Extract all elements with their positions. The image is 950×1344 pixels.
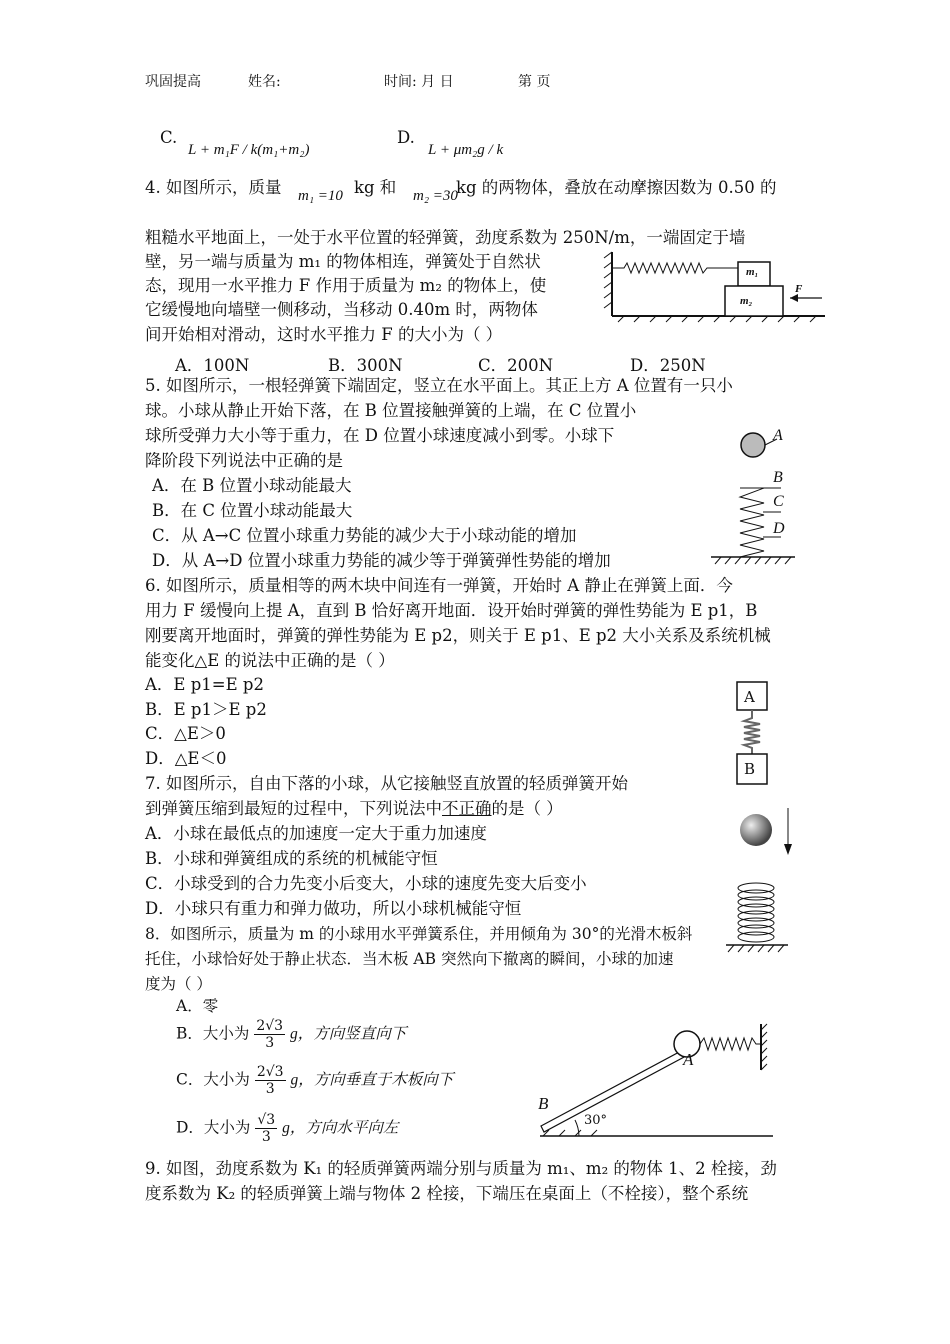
q5-fig-label-c: C: [773, 493, 784, 510]
q6-option-a: A．E p1=E p2: [145, 675, 264, 694]
q4-fig-m2: m₂: [740, 295, 753, 307]
q5-line4: 降阶段下列说法中正确的是: [145, 451, 343, 470]
q8-fig-angle: 30°: [584, 1113, 608, 1128]
q5-fig-label-a: A: [773, 427, 783, 444]
q6-block-a-label: A: [744, 688, 755, 706]
q7-figure: [718, 800, 808, 960]
q6-block-b-label: B: [744, 760, 756, 778]
q8-option-b-fraction: [254, 1018, 285, 1051]
q4-line2: 粗糙水平地面上，一处于水平位置的轻弹簧，劲度系数为 250N/m，一端固定于墙: [145, 228, 746, 247]
q8-option-d-num: √3: [257, 1112, 276, 1128]
prev-option-c-label: C.: [160, 128, 178, 147]
q5-spring: [740, 488, 764, 557]
q8-option-c-num: 2√3: [256, 1064, 284, 1080]
q6-option-c: C．△E＞0: [145, 724, 226, 743]
q8-option-b-suffix: g，方向竖直向下: [290, 1025, 407, 1043]
q8-option-c-suffix: g，方向垂直于木板向下: [290, 1071, 454, 1089]
q5-ball: [741, 433, 765, 457]
q6-line2: 用力 F 缓慢向上提 A，直到 B 恰好离开地面．设开始时弹簧的弹性势能为 E p1，B: [145, 601, 758, 620]
q7-option-c: C．小球受到的合力先变小后变大，小球的速度先变大后变小: [145, 874, 587, 893]
q7-line2-b: 的是（ ）: [491, 799, 563, 818]
prev-option-c-expr: L + m₁F / k(m₁+m₂): [188, 142, 310, 158]
q4-spring: [612, 263, 718, 273]
header-name-label: 姓名:: [248, 74, 281, 90]
q8-option-b: [176, 1018, 406, 1051]
q8-option-d-den: 3: [261, 1129, 271, 1145]
q5-line1: 5. 如图所示，一根轻弹簧下端固定，竖立在水平面上。其正上方 A 位置有一只小: [145, 376, 733, 395]
q8-option-b-den: 3: [265, 1035, 275, 1051]
q8-option-c-prefix: C．大小为: [176, 1070, 250, 1089]
q7-line2-underlined: 不正确: [442, 799, 492, 818]
q8-option-a: A．零: [176, 997, 219, 1015]
q5-option-b: B．在 C 位置小球动能最大: [152, 501, 353, 520]
q4-line6: 间开始相对滑动，这时水平推力 F 的大小为（ ）: [145, 325, 503, 344]
q4-line4: 态，现用一水平推力 F 作用于质量为 m₂ 的物体上，使: [145, 276, 547, 295]
q8-line2: 托住，小球恰好处于静止状态．当木板 AB 突然向下撤离的瞬间，小球的加速: [145, 950, 674, 968]
q7-line2-a: 到弹簧压缩到最短的过程中，下列说法中: [145, 799, 442, 818]
q8-option-d-fraction: [255, 1112, 277, 1145]
q4-fig-m1: m₁: [746, 266, 759, 278]
q7-option-b: B．小球和弹簧组成的系统的机械能守恒: [145, 849, 438, 868]
q7-line2: [145, 797, 563, 821]
q6-line1: 6. 如图所示，质量相等的两木块中间连有一弹簧，开始时 A 静止在弹簧上面．今: [145, 576, 733, 595]
q8-option-b-prefix: B．大小为: [176, 1024, 250, 1043]
prev-option-d-expr: L + μm₂g / k: [428, 142, 504, 158]
q6-line4: 能变化△E 的说法中正确的是（ ）: [145, 651, 395, 670]
q8-line1: 8．如图所示，质量为 m 的小球用水平弹簧系住，并用倾角为 30°的光滑木板斜: [145, 925, 693, 943]
q8-option-b-num: 2√3: [256, 1018, 284, 1034]
q5-fig-label-d: D: [773, 520, 785, 537]
header-page-label: 第 页: [518, 74, 551, 90]
q8-option-d: [176, 1112, 398, 1145]
q4-line1-a: 4. 如图所示，质量: [145, 178, 282, 197]
q8-fig-label-a: A: [683, 1050, 694, 1069]
q8-option-d-prefix: D．大小为: [176, 1118, 251, 1137]
q4-line3: 壁，另一端与质量为 m₁ 的物体相连，弹簧处于自然状: [145, 252, 541, 271]
q5-line3: 球所受弹力大小等于重力，在 D 位置小球速度减小到零。小球下: [145, 426, 615, 445]
q4-option-a: A．100N: [175, 356, 250, 375]
q7-option-a: A．小球在最低点的加速度一定大于重力加速度: [145, 824, 487, 843]
q8-spring: [700, 1038, 761, 1050]
q8-option-c-fraction: [255, 1064, 286, 1097]
q6-line3: 刚要离开地面时，弹簧的弹性势能为 E p2，则关于 E p1、E p2 大小关系及系统机械: [145, 626, 771, 645]
q5-line2: 球。小球从静止开始下落，在 B 位置接触弹簧的上端，在 C 位置小: [145, 401, 637, 420]
q7-spring: [738, 883, 774, 942]
q8-figure: [535, 1020, 775, 1140]
q4-m1-value: m₁ =10: [298, 188, 343, 204]
q4-fig-force: F: [795, 283, 803, 295]
header-title: 巩固提高: [145, 74, 201, 90]
header-time-label: 时间: 月 日: [384, 74, 454, 90]
q6-option-d: D．△E＜0: [145, 749, 227, 768]
q5-fig-label-b: B: [773, 469, 783, 486]
q4-option-c: C．200N: [478, 356, 554, 375]
q5-option-d: D．从 A→D 位置小球重力势能的减少等于弹簧弹性势能的增加: [152, 551, 611, 570]
q9-line2: 度系数为 K₂ 的轻质弹簧上端与物体 2 栓接，下端压在桌面上（不栓接），整个系统: [145, 1184, 749, 1203]
q8-board: [541, 1050, 686, 1132]
q4-line5: 它缓慢地向墙壁一侧移动，当移动 0.40m 时，两物体: [145, 300, 538, 319]
q4-line1-b: kg 和: [354, 178, 397, 197]
q8-fig-label-b: B: [538, 1094, 549, 1113]
q6-option-b: B．E p1＞E p2: [145, 700, 267, 719]
prev-option-d-label: D.: [397, 128, 415, 147]
q4-option-d: D．250N: [630, 356, 706, 375]
q7-option-d: D．小球只有重力和弹力做功，所以小球机械能守恒: [145, 899, 522, 918]
q8-option-c: [176, 1064, 453, 1097]
q8-option-d-suffix: g，方向水平向左: [282, 1119, 399, 1137]
q7-line1: 7. 如图所示，自由下落的小球，从它接触竖直放置的轻质弹簧开始: [145, 774, 628, 793]
q8-line3: 度为（ ）: [145, 975, 212, 993]
q4-m2-value: m₂ =30: [413, 188, 458, 204]
q6-spring: [744, 710, 760, 754]
q5-option-a: A．在 B 位置小球动能最大: [152, 476, 352, 495]
q7-ball: [740, 814, 772, 846]
q4-line1-c: kg 的两物体，叠放在动摩擦因数为 0.50 的: [456, 178, 777, 197]
q5-option-c: C．从 A→C 位置小球重力势能的减少大于小球动能的增加: [152, 526, 577, 545]
q8-option-c-den: 3: [265, 1081, 275, 1097]
q4-option-b: B．300N: [328, 356, 403, 375]
q9-line1: 9. 如图，劲度系数为 K₁ 的轻质弹簧两端分别与质量为 m₁、m₂ 的物体 1、2 栓接，劲: [145, 1159, 777, 1178]
q5-figure: [705, 425, 805, 570]
